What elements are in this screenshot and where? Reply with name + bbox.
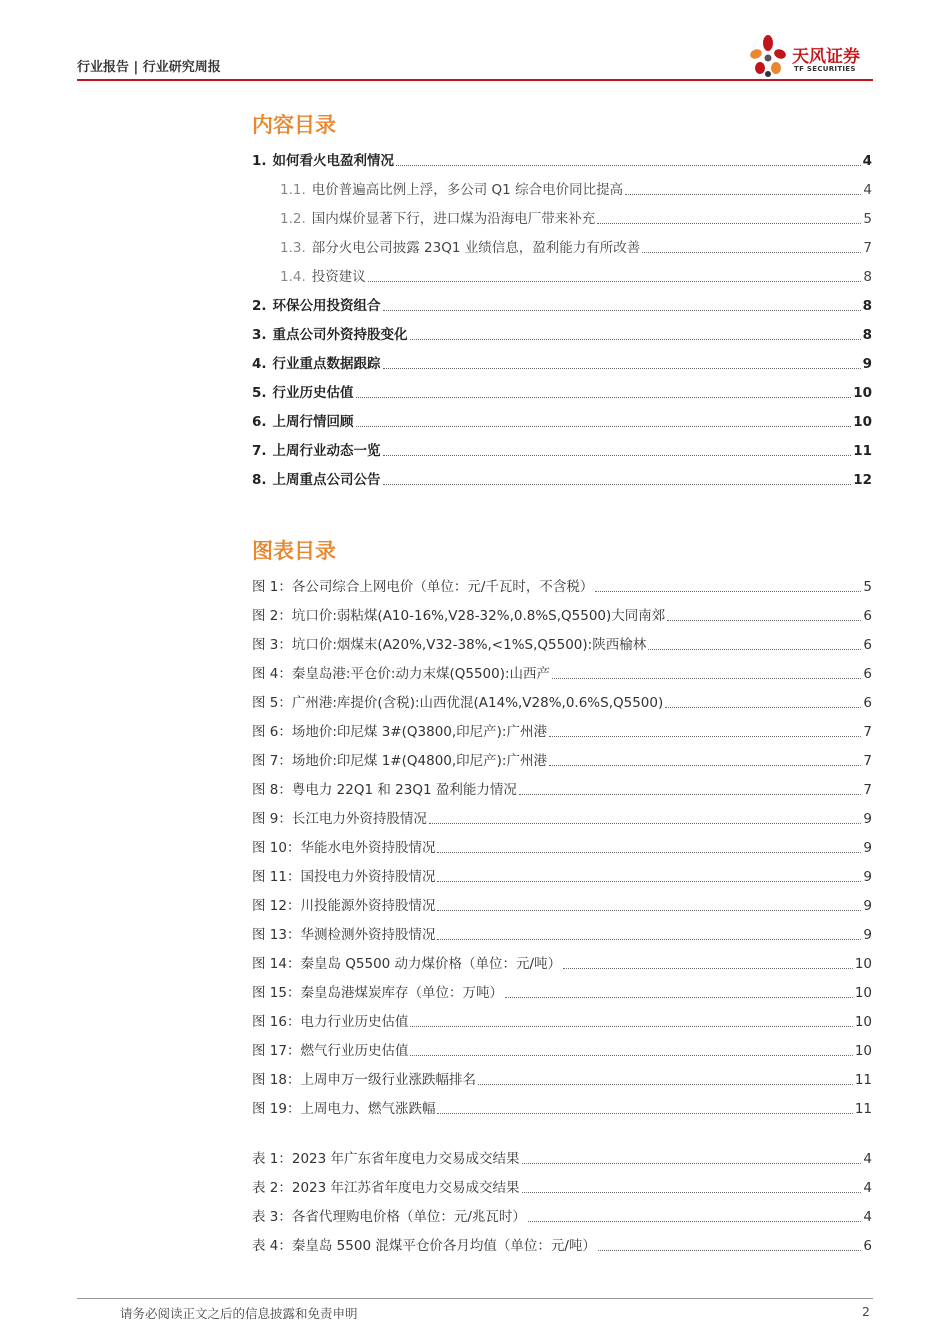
figures-entry-title: 图 17：燃气行业历史估值: [252, 1043, 409, 1059]
figures-entry[interactable]: [252, 857, 872, 886]
tables-entry-page: 4: [863, 1209, 872, 1225]
figures-entry-page: 11: [854, 1072, 872, 1088]
dot-leader: [549, 736, 861, 737]
figures-entry-title: 图 14：秦皇岛 Q5500 动力煤价格（单位：元/吨）: [252, 956, 562, 972]
toc-entry-page: 5: [863, 211, 872, 227]
figures-entry[interactable]: [252, 1002, 872, 1031]
dot-leader: [383, 484, 852, 485]
figures-entry-page: 10: [854, 1043, 872, 1059]
toc-entry[interactable]: [252, 402, 872, 431]
toc-entry-title: 行业历史估值: [272, 385, 354, 401]
tables-entry[interactable]: [252, 1226, 872, 1255]
dot-leader: [429, 823, 862, 824]
figures-entry-title: 图 1：各公司综合上网电价（单位：元/千瓦时，不含税）: [252, 579, 594, 595]
figures-entry-title: 图 13：华测检测外资持股情况: [252, 927, 436, 943]
figures-entry-page: 6: [863, 608, 872, 624]
dot-leader: [642, 252, 861, 253]
toc-entry-number: 1.2.: [280, 211, 306, 227]
dot-leader: [383, 310, 861, 311]
toc-entry-page: 4: [862, 153, 872, 169]
dot-leader: [625, 194, 861, 195]
figures-entry-title: 图 10：华能水电外资持股情况: [252, 840, 436, 856]
dot-leader: [598, 1250, 862, 1251]
figures-entry-title: 图 2：坑口价:弱粘煤(A10-16%,V28-32%,0.8%S,Q5500)大同南郊: [252, 608, 666, 624]
figures-entry[interactable]: [252, 596, 872, 625]
toc-entry-number: 1.: [252, 153, 267, 169]
tables-entry-page: 4: [863, 1180, 872, 1196]
toc-entry-title: 如何看火电盈利情况: [272, 153, 395, 169]
tables-entry-page: 4: [863, 1151, 872, 1167]
company-logo: [748, 34, 878, 80]
figures-entry-title: 图 11：国投电力外资持股情况: [252, 869, 436, 885]
contents-title: 内容目录: [252, 113, 336, 137]
toc-entry-label: [252, 152, 394, 170]
figures-entry[interactable]: [252, 712, 872, 741]
logo-name-cn: 天风证券: [792, 47, 860, 67]
dot-leader: [665, 707, 861, 708]
toc-entry[interactable]: [252, 431, 872, 460]
tables-entry[interactable]: [252, 1168, 872, 1197]
dot-leader: [552, 678, 861, 679]
dot-leader: [437, 852, 861, 853]
toc-entry-page: 4: [863, 182, 872, 198]
figures-entry[interactable]: [252, 799, 872, 828]
dot-leader: [528, 1221, 861, 1222]
figures-entry[interactable]: [252, 1089, 872, 1118]
figures-entry-title: 图 8：粤电力 22Q1 和 23Q1 盈利能力情况: [252, 782, 517, 798]
figures-entry[interactable]: [252, 886, 872, 915]
toc-entry-number: 1.1.: [280, 182, 306, 198]
tables-entry-title: 表 2：2023 年江苏省年度电力交易成交结果: [252, 1180, 520, 1196]
figures-entry[interactable]: [252, 625, 872, 654]
toc-entry-title: 上周行业动态一览: [272, 443, 381, 459]
figures-entry-title: 图 4：秦皇岛港:平仓价:动力末煤(Q5500):山西产: [252, 666, 551, 682]
toc-entry-page: 10: [853, 414, 872, 430]
toc-entry-title: 电价普遍高比例上浮，多公司 Q1 综合电价同比提高: [311, 182, 624, 198]
figures-entry[interactable]: [252, 915, 872, 944]
toc-entry-label: [252, 471, 381, 489]
figures-entry-page: 9: [863, 840, 872, 856]
figures-entry-page: 9: [863, 927, 872, 943]
toc-entry-number: 1.3.: [280, 240, 306, 256]
toc-entry[interactable]: [252, 199, 872, 228]
tables-entry[interactable]: [252, 1139, 872, 1168]
toc-entry-number: 7.: [252, 443, 267, 459]
toc-entry-label: [280, 210, 595, 228]
dot-leader: [410, 1026, 852, 1027]
dot-leader: [563, 968, 853, 969]
dot-leader: [356, 426, 852, 427]
toc-entry-page: 10: [853, 385, 872, 401]
figures-entry-title: 图 3：坑口价:烟煤末(A20%,V32-38%,<1%S,Q5500):陕西榆林: [252, 637, 647, 653]
figures-entry-page: 6: [863, 695, 872, 711]
dot-leader: [549, 765, 861, 766]
toc-entry-page: 12: [853, 472, 872, 488]
logo-name-en: TF SECURITIES: [794, 65, 856, 73]
dot-leader: [522, 1163, 862, 1164]
dot-leader: [522, 1192, 862, 1193]
toc-entry-number: 5.: [252, 385, 267, 401]
figures-entry-page: 9: [863, 898, 872, 914]
tables-entry-page: 6: [863, 1238, 872, 1254]
figures-entry-page: 5: [863, 579, 872, 595]
figures-entry[interactable]: [252, 654, 872, 683]
toc-entry-number: 1.4.: [280, 269, 306, 285]
figures-entry-page: 7: [863, 782, 872, 798]
dot-leader: [383, 455, 852, 456]
dot-leader: [478, 1084, 853, 1085]
dot-leader: [437, 939, 861, 940]
figures-entry[interactable]: [252, 828, 872, 857]
tables-entry[interactable]: [252, 1197, 872, 1226]
toc-entry[interactable]: [252, 286, 872, 315]
figures-entry-title: 图 12：川投能源外资持股情况: [252, 898, 436, 914]
toc-entry-label: [252, 297, 381, 315]
dot-leader: [383, 368, 861, 369]
toc-entry-number: 4.: [252, 356, 267, 372]
dot-leader: [437, 1113, 852, 1114]
toc-entry[interactable]: [252, 170, 872, 199]
toc-entry-label: [280, 181, 623, 199]
toc-entry-page: 8: [862, 327, 872, 343]
toc-entry-title: 重点公司外资持股变化: [272, 327, 408, 343]
figures-entry-page: 10: [854, 985, 872, 1001]
dot-leader: [648, 649, 861, 650]
toc-entry-label: [280, 239, 640, 257]
figures-entry[interactable]: [252, 1031, 872, 1060]
toc-entry-label: [252, 413, 354, 431]
toc-entry-title: 投资建议: [311, 269, 366, 285]
contents-list: [252, 141, 872, 489]
toc-entry-number: 3.: [252, 327, 267, 343]
toc-entry-number: 6.: [252, 414, 267, 430]
figures-entry-title: 图 18：上周申万一级行业涨跌幅排名: [252, 1072, 476, 1088]
figures-entry[interactable]: [252, 741, 872, 770]
toc-entry-number: 2.: [252, 298, 267, 314]
dot-leader: [437, 881, 861, 882]
figures-entry-title: 图 9：长江电力外资持股情况: [252, 811, 427, 827]
toc-entry-title: 上周重点公司公告: [272, 472, 381, 488]
toc-entry-title: 环保公用投资组合: [272, 298, 381, 314]
toc-entry-label: [280, 268, 366, 286]
tables-entry-title: 表 4：秦皇岛 5500 混煤平仓价各月均值（单位：元/吨）: [252, 1238, 596, 1254]
figures-entry-page: 11: [854, 1101, 872, 1117]
figures-entry-title: 图 6：场地价:印尼煤 3#(Q3800,印尼产):广州港: [252, 724, 547, 740]
toc-entry-title: 行业重点数据跟踪: [272, 356, 381, 372]
figures-entry[interactable]: [252, 973, 872, 1002]
report-breadcrumb: 行业报告 | 行业研究周报: [77, 60, 221, 75]
figures-entry-page: 6: [863, 637, 872, 653]
toc-entry-number: 8.: [252, 472, 267, 488]
toc-entry-label: [252, 355, 381, 373]
toc-entry-page: 8: [863, 269, 872, 285]
dot-leader: [410, 339, 861, 340]
dot-leader: [667, 620, 861, 621]
figures-entry[interactable]: [252, 567, 872, 596]
tables-list: [252, 1139, 872, 1255]
dot-leader: [597, 223, 861, 224]
dot-leader: [505, 997, 853, 998]
toc-entry[interactable]: [252, 460, 872, 489]
figures-entry-page: 9: [863, 811, 872, 827]
toc-entry-page: 9: [862, 356, 872, 372]
footer-disclaimer[interactable]: 请务必阅读正文之后的信息披露和免责申明: [120, 1306, 358, 1321]
dot-leader: [410, 1055, 852, 1056]
tables-entry-title: 表 1：2023 年广东省年度电力交易成交结果: [252, 1151, 520, 1167]
figures-entry-page: 6: [863, 666, 872, 682]
figures-entry-title: 图 7：场地价:印尼煤 1#(Q4800,印尼产):广州港: [252, 753, 547, 769]
dot-leader: [356, 397, 852, 398]
toc-entry-page: 7: [863, 240, 872, 256]
dot-leader: [396, 165, 861, 166]
figures-entry-page: 9: [863, 869, 872, 885]
toc-entry-label: [252, 442, 381, 460]
toc-entry-title: 上周行情回顾: [272, 414, 354, 430]
figures-entry[interactable]: [252, 683, 872, 712]
toc-entry[interactable]: [252, 141, 872, 170]
figures-entry[interactable]: [252, 1060, 872, 1089]
toc-entry-title: 部分火电公司披露 23Q1 业绩信息，盈利能力有所改善: [311, 240, 641, 256]
figures-entry[interactable]: [252, 944, 872, 973]
footer-divider: [77, 1298, 873, 1299]
figures-entry-title: 图 19：上周电力、燃气涨跌幅: [252, 1101, 436, 1117]
toc-entry-title: 国内煤价显著下行，进口煤为沿海电厂带来补充: [311, 211, 596, 227]
figures-entry-title: 图 5：广州港:库提价(含税):山西优混(A14%,V28%,0.6%S,Q5500): [252, 695, 664, 711]
figures-entry[interactable]: [252, 770, 872, 799]
toc-entry-page: 8: [862, 298, 872, 314]
figures-title: 图表目录: [252, 539, 336, 563]
toc-entry[interactable]: [252, 373, 872, 402]
figures-entry-page: 7: [863, 724, 872, 740]
figures-entry-title: 图 16：电力行业历史估值: [252, 1014, 409, 1030]
toc-entry-label: [252, 326, 408, 344]
toc-entry[interactable]: [252, 315, 872, 344]
dot-leader: [519, 794, 862, 795]
tables-entry-title: 表 3：各省代理购电价格（单位：元/兆瓦时）: [252, 1209, 526, 1225]
dot-leader: [437, 910, 861, 911]
toc-entry[interactable]: [252, 257, 872, 286]
flower-logo-icon: [748, 34, 788, 80]
figures-list: [252, 567, 872, 1118]
toc-entry[interactable]: [252, 228, 872, 257]
toc-entry-label: [252, 384, 354, 402]
toc-entry-page: 11: [853, 443, 872, 459]
figures-entry-page: 7: [863, 753, 872, 769]
figures-entry-page: 10: [854, 1014, 872, 1030]
dot-leader: [368, 281, 862, 282]
dot-leader: [595, 591, 861, 592]
toc-entry[interactable]: [252, 344, 872, 373]
figures-entry-page: 10: [854, 956, 872, 972]
figures-entry-title: 图 15：秦皇岛港煤炭库存（单位：万吨）: [252, 985, 503, 1001]
header-divider: [77, 79, 873, 81]
page-number: 2: [862, 1304, 870, 1319]
